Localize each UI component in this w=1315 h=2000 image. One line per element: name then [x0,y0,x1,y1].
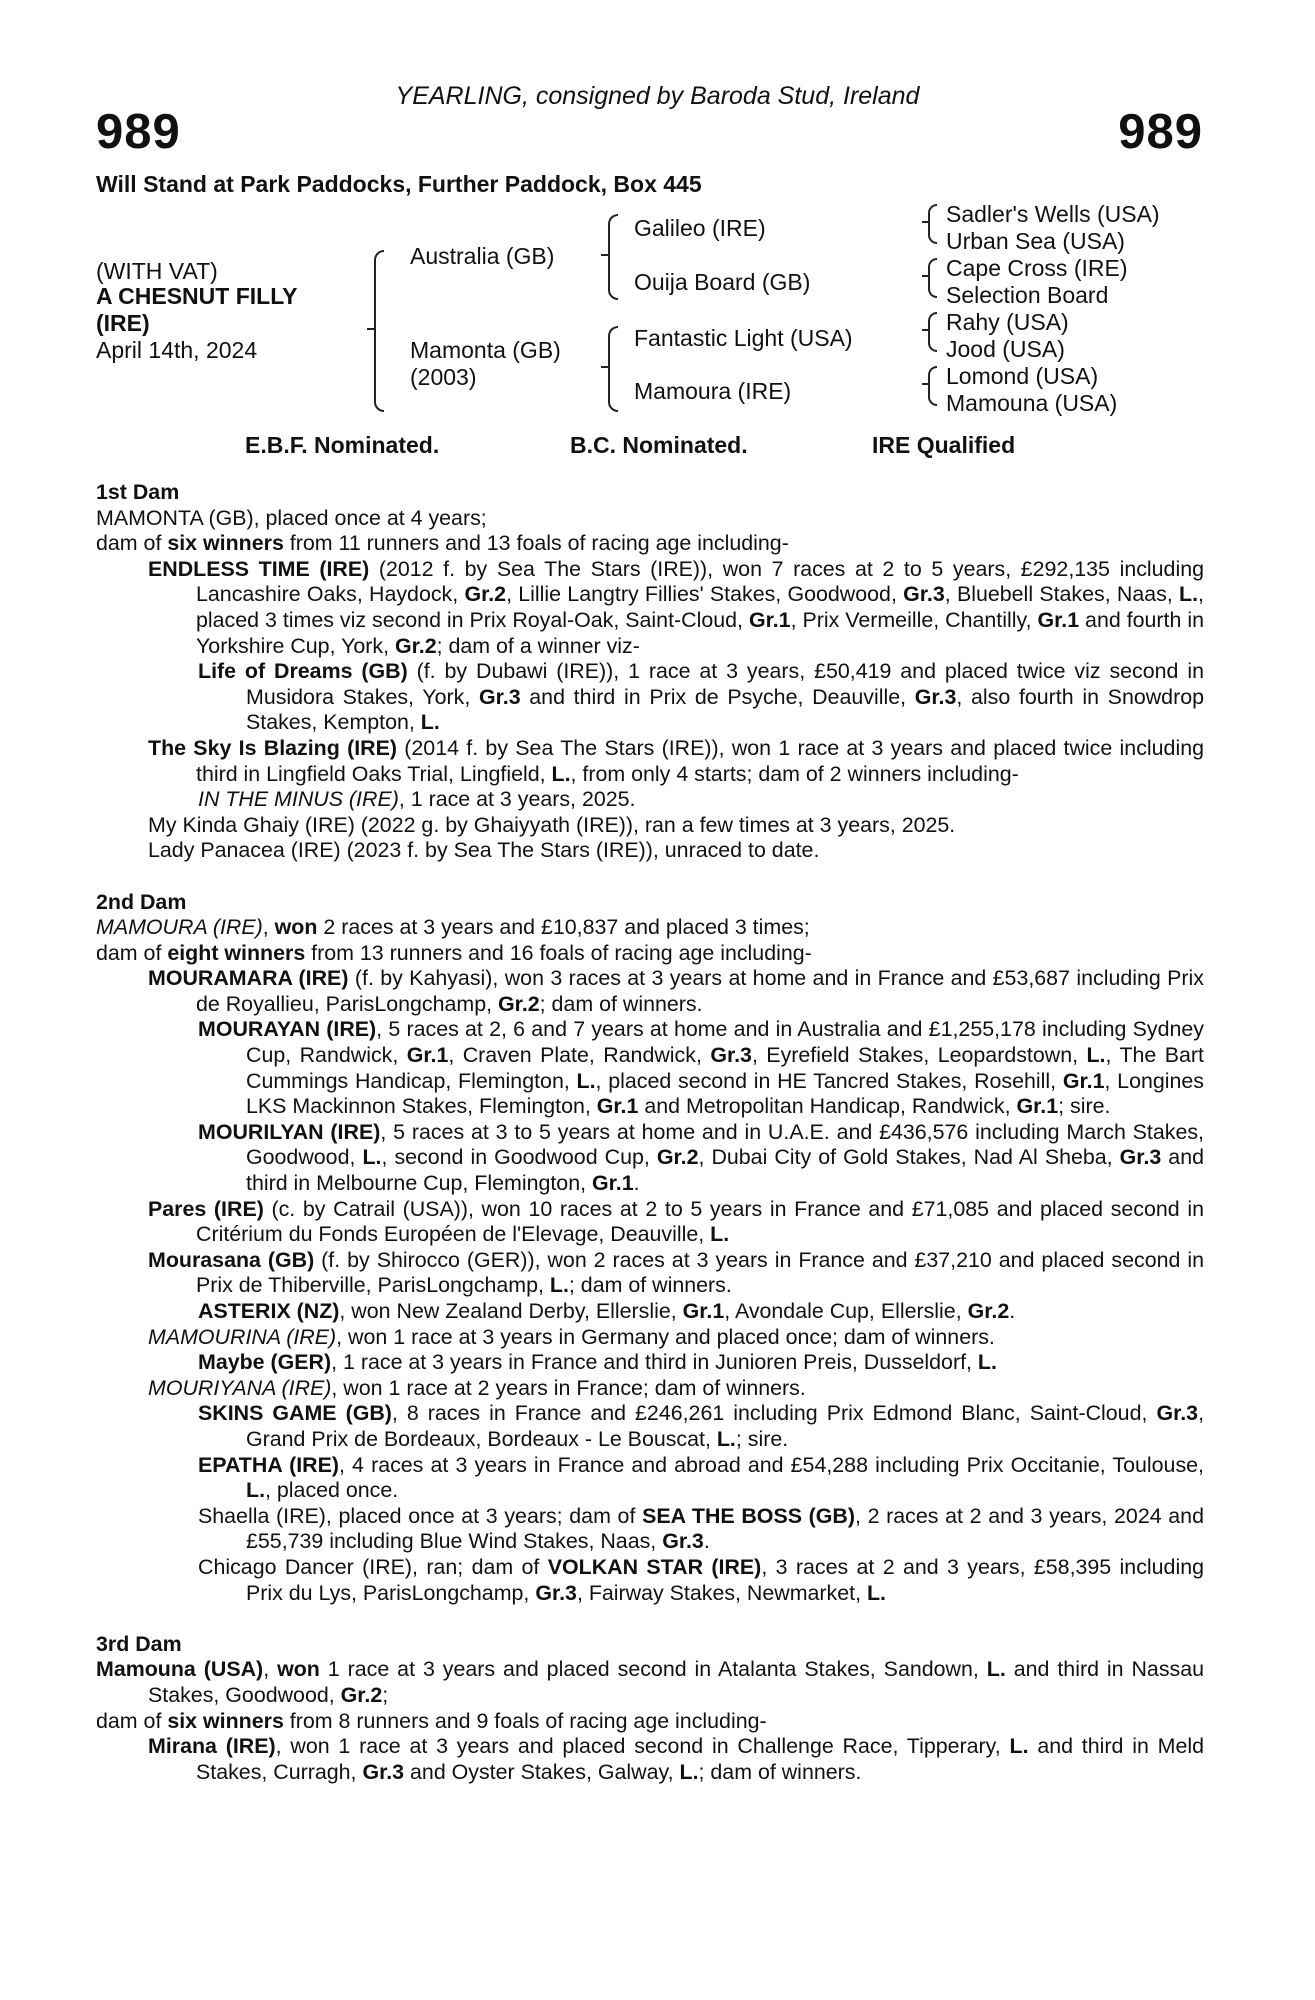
brace-tip [922,275,928,277]
sire-sire: Galileo (IRE) [634,215,766,241]
sire-dam: Ouija Board (GB) [634,269,811,295]
dam-sire: Fantastic Light (USA) [634,325,853,351]
produce-entry: The Sky Is Blazing (IRE) (2014 f. by Sea The Stars (IRE)), won 1 race at 3 years and placed twice including third in Lingfield Oaks Trial, Lingfield, L., from only 4 starts; dam of 2 winners including- [148,735,1204,786]
brace-tip [601,254,608,256]
dss: Rahy (USA) [946,309,1069,335]
third-dam-heading: 3rd Dam [96,1631,182,1656]
produce-entry: Lady Panacea (IRE) (2023 f. by Sea The Stars (IRE)), unraced to date. [148,838,820,863]
produce-entry: Chicago Dancer (IRE), ran; dam of VOLKAN STAR (IRE), 3 races at 2 and 3 years, £58,395 including Prix du Lys, ParisLongchamp, Gr.3, Fairway Stakes, Newmarket, L. [198,1554,1204,1605]
sss: Sadler's Wells (USA) [946,201,1160,227]
produce-entry: MAMOURINA (IRE), won 1 race at 3 years in Germany and placed once; dam of winners. [148,1324,995,1349]
dam-year: (2003) [410,364,477,390]
pedigree-brace-g3b [928,258,937,298]
produce-entry: Life of Dreams (GB) (f. by Dubawi (IRE)), 1 race at 3 years, £50,419 and placed twice viz second in Musidora Stakes, York, Gr.3 and third in Prix de Psyche, Deauville, Gr.3, also fourth in Snowdrop Stakes, Kempton, L. [198,659,1204,735]
pedigree-body [96,480,1204,1785]
dam-produce: dam of six winners from 11 runners and 13 foals of racing age including- [96,531,789,556]
ssd: Urban Sea (USA) [946,228,1125,254]
bc-nomination: B.C. Nominated. [570,432,748,458]
produce-entry: Mourasana (GB) (f. by Shirocco (GER)), won 2 races at 3 years in France and £37,210 and placed second in Prix de Thiberville, ParisLongchamp, L.; dam of winners. [148,1247,1204,1298]
produce-entry: MOURAYAN (IRE), 5 races at 2, 6 and 7 years at home and in Australia and £1,255,178 including Sydney Cup, Randwick, Gr.1, Craven Plate, Randwick, Gr.3, Eyrefield Stakes, Leopardstown, L., The Bart Cummings Handicap, Flemington, L., placed second in HE Tancred Stakes, Rosehill, Gr.1, Longines LKS Mackinnon Stakes, Flemington, Gr.1 and Metropolitan Handicap, Randwick, Gr.1; sire. [198,1017,1204,1119]
ebf-nomination: E.B.F. Nominated. [245,432,440,458]
produce-entry: EPATHA (IRE), 4 races at 3 years in France and abroad and £54,288 including Prix Occitanie, Toulouse, L., placed once. [198,1452,1204,1503]
dam-entry: MAMONTA (GB), placed once at 4 years; [96,505,487,530]
dam-name: Mamonta (GB) [410,337,561,363]
foaling-date: April 14th, 2024 [96,337,258,363]
pedigree-brace-dam [608,326,618,412]
produce-entry: MOURIYANA (IRE), won 1 race at 2 years in France; dam of winners. [148,1375,806,1400]
dam-produce: dam of eight winners from 13 runners and 16 foals of racing age including- [96,940,812,965]
second-dam-heading: 2nd Dam [96,889,187,914]
pedigree-brace-sire [608,214,618,300]
dsd: Jood (USA) [946,336,1065,362]
produce-entry: MOURILYAN (IRE), 5 races at 3 to 5 years at home and in U.A.E. and £436,576 including March Stakes, Goodwood, L., second in Goodwood Cup, Gr.2, Dubai City of Gold Stakes, Nad Al Sheba, Gr.3 and third in Melbourne Cup, Flemington, Gr.1. [198,1119,1205,1196]
produce-entry: ENDLESS TIME (IRE) (2012 f. by Sea The Stars (IRE)), won 7 races at 2 to 5 years, £292,135 including Lancashire Oaks, Haydock, Gr.2, Lillie Langtry Fillies' Stakes, Goodwood, Gr.3, Bluebell Stakes, Naas, L., placed 3 times viz second in Prix Royal-Oak, Saint-Cloud, Gr.1, Prix Vermeille, Chantilly, Gr.1 and fourth in Yorkshire Cup, York, Gr.2; dam of a winner viz- [148,556,1204,658]
produce-entry: IN THE MINUS (IRE), 1 race at 3 years, 2025. [198,787,636,812]
brace-tip [367,328,374,330]
dds: Lomond (USA) [946,363,1099,389]
produce-entry: ASTERIX (NZ), won New Zealand Derby, Ellerslie, Gr.1, Avondale Cup, Ellerslie, Gr.2. [198,1299,1016,1323]
dam-produce: dam of six winners from 8 runners and 9 foals of racing age including- [96,1708,767,1733]
dam-dam: Mamoura (IRE) [634,378,792,404]
brace-tip [922,383,928,385]
ddd: Mamouna (USA) [946,390,1118,416]
brace-tip [601,366,608,368]
consignment-subtitle: YEARLING, consigned by Baroda Stud, Ireland [395,82,920,110]
brace-tip [922,329,928,331]
sire-name: Australia (GB) [410,243,555,269]
lot-number-right: 989 [1118,105,1203,159]
dam-entry: MAMOURA (IRE), won 2 races at 3 years and £10,837 and placed 3 times; [96,915,810,940]
brace-tip [922,221,928,223]
pedigree-brace-gen1 [374,250,384,412]
pedigree-brace-g3c [928,312,937,352]
produce-entry: Mirana (IRE), won 1 race at 3 years and placed second in Challenge Race, Tipperary, L. and third in Meld Stakes, Curragh, Gr.3 and Oyster Stakes, Galway, L.; dam of winners. [148,1734,1205,1784]
produce-entry: My Kinda Ghaiy (IRE) (2022 g. by Ghaiyyath (IRE)), ran a few times at 3 years, 2025. [148,812,956,837]
produce-entry: Shaella (IRE), placed once at 3 years; dam of SEA THE BOSS (GB), 2 races at 2 and 3 years, 2024 and £55,739 including Blue Wind Stakes, Naas, Gr.3. [198,1503,1204,1554]
produce-entry: SKINS GAME (GB), 8 races in France and £246,261 including Prix Edmond Blanc, Saint-Cloud, Gr.3, Grand Prix de Bordeaux, Bordeaux - Le Bouscat, L.; sire. [198,1401,1205,1451]
pedigree-brace-g3a [928,204,937,244]
produce-entry: MOURAMARA (IRE) (f. by Kahyasi), won 3 races at 3 years at home and in France and £53,687 including Prix de Royallieu, ParisLongchamp, Gr.2; dam of winners. [148,966,1204,1016]
sdd: Selection Board [946,282,1109,308]
pedigree-brace-g3d [928,366,937,406]
dam-entry: Mamouna (USA), won 1 race at 3 years and placed second in Atalanta Stakes, Sandown, L. and third in Nassau Stakes, Goodwood, Gr.2; [96,1657,1205,1707]
produce-entry: Pares (IRE) (c. by Catrail (USA)), won 10 races at 2 to 5 years in France and £71,085 and placed second in Critérium du Fonds Européen de l'Elevage, Deauville, L. [148,1196,1204,1247]
ire-qualification: IRE Qualified [872,432,1016,458]
first-dam-heading: 1st Dam [96,480,180,504]
produce-entry: Maybe (GER), 1 race at 3 years in France and third in Junioren Preis, Dusseldorf, L. [198,1350,997,1375]
sds: Cape Cross (IRE) [946,255,1128,281]
stand-location: Will Stand at Park Paddocks, Further Paddock, Box 445 [96,171,702,197]
vat-label: (WITH VAT) [96,258,218,284]
horse-origin: (IRE) [96,310,150,336]
lot-number-left: 989 [96,105,181,159]
horse-description: A CHESNUT FILLY [96,283,298,309]
